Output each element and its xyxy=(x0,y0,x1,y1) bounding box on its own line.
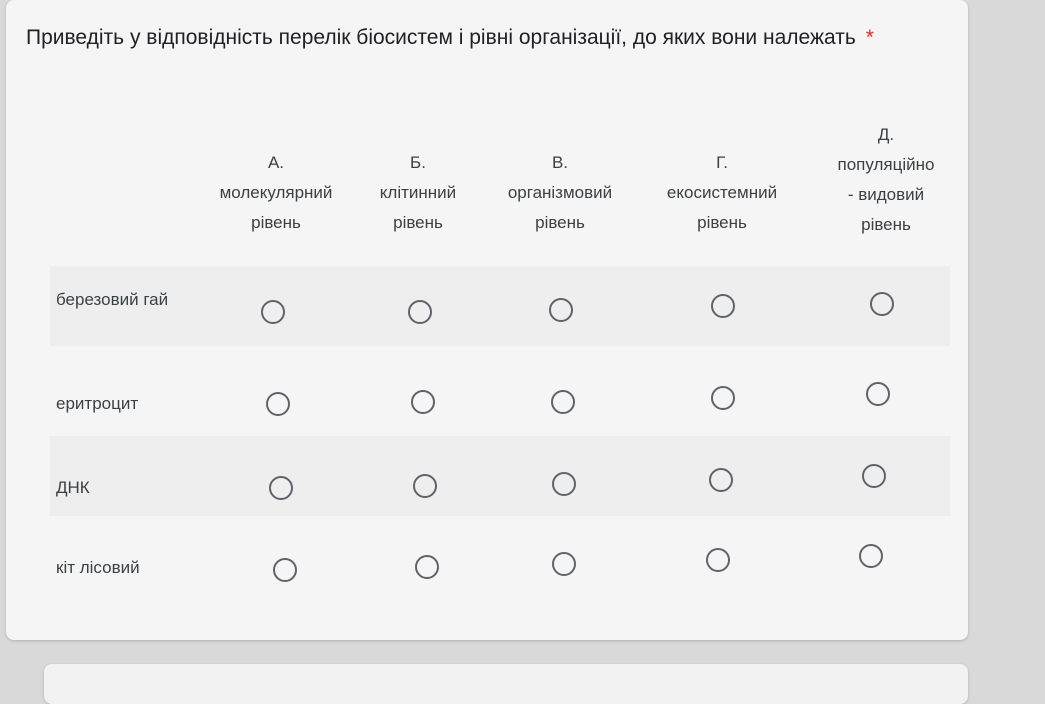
radio-birch-grove-organismal[interactable] xyxy=(549,298,573,322)
column-header-organismal: В. організмовий рівень xyxy=(507,153,613,232)
column-header-molecular: А. молекулярний рівень xyxy=(219,153,333,232)
radio-dna-ecosystem[interactable] xyxy=(709,468,733,492)
radio-forest-cat-ecosystem[interactable] xyxy=(706,548,730,572)
column-header-population-species: Д. популяційно - видовий рівень xyxy=(837,125,935,234)
question-card xyxy=(6,0,968,640)
question-text: Приведіть у відповідність перелік біосистем і рівні організації, до яких вони належать xyxy=(26,26,856,49)
next-question-card xyxy=(44,664,968,704)
radio-erythrocyte-cellular[interactable] xyxy=(411,390,435,414)
radio-birch-grove-ecosystem[interactable] xyxy=(711,294,735,318)
choice-grid xyxy=(6,0,968,640)
radio-birch-grove-population-species[interactable] xyxy=(870,292,894,316)
row-label-dna: ДНК xyxy=(56,478,90,497)
row-label-erythrocyte: еритроцит xyxy=(56,394,139,413)
column-header-cellular: Б. клітинний рівень xyxy=(379,153,457,232)
radio-forest-cat-population-species[interactable] xyxy=(859,544,883,568)
radio-birch-grove-molecular[interactable] xyxy=(261,300,285,324)
radio-erythrocyte-molecular[interactable] xyxy=(266,392,290,416)
radio-forest-cat-organismal[interactable] xyxy=(552,552,576,576)
radio-erythrocyte-organismal[interactable] xyxy=(551,390,575,414)
row-label-birch-grove: березовий гай xyxy=(56,290,169,309)
radio-dna-cellular[interactable] xyxy=(413,474,437,498)
radio-dna-molecular[interactable] xyxy=(269,476,293,500)
radio-dna-organismal[interactable] xyxy=(552,472,576,496)
radio-erythrocyte-population-species[interactable] xyxy=(866,382,890,406)
required-asterisk: * xyxy=(865,26,874,49)
radio-birch-grove-cellular[interactable] xyxy=(408,300,432,324)
row-label-forest-cat: кіт лісовий xyxy=(56,558,140,577)
radio-forest-cat-cellular[interactable] xyxy=(415,555,439,579)
radio-forest-cat-molecular[interactable] xyxy=(273,558,297,582)
radio-erythrocyte-ecosystem[interactable] xyxy=(711,386,735,410)
radio-dna-population-species[interactable] xyxy=(862,464,886,488)
column-header-ecosystem: Г. екосистемний рівень xyxy=(666,153,778,232)
